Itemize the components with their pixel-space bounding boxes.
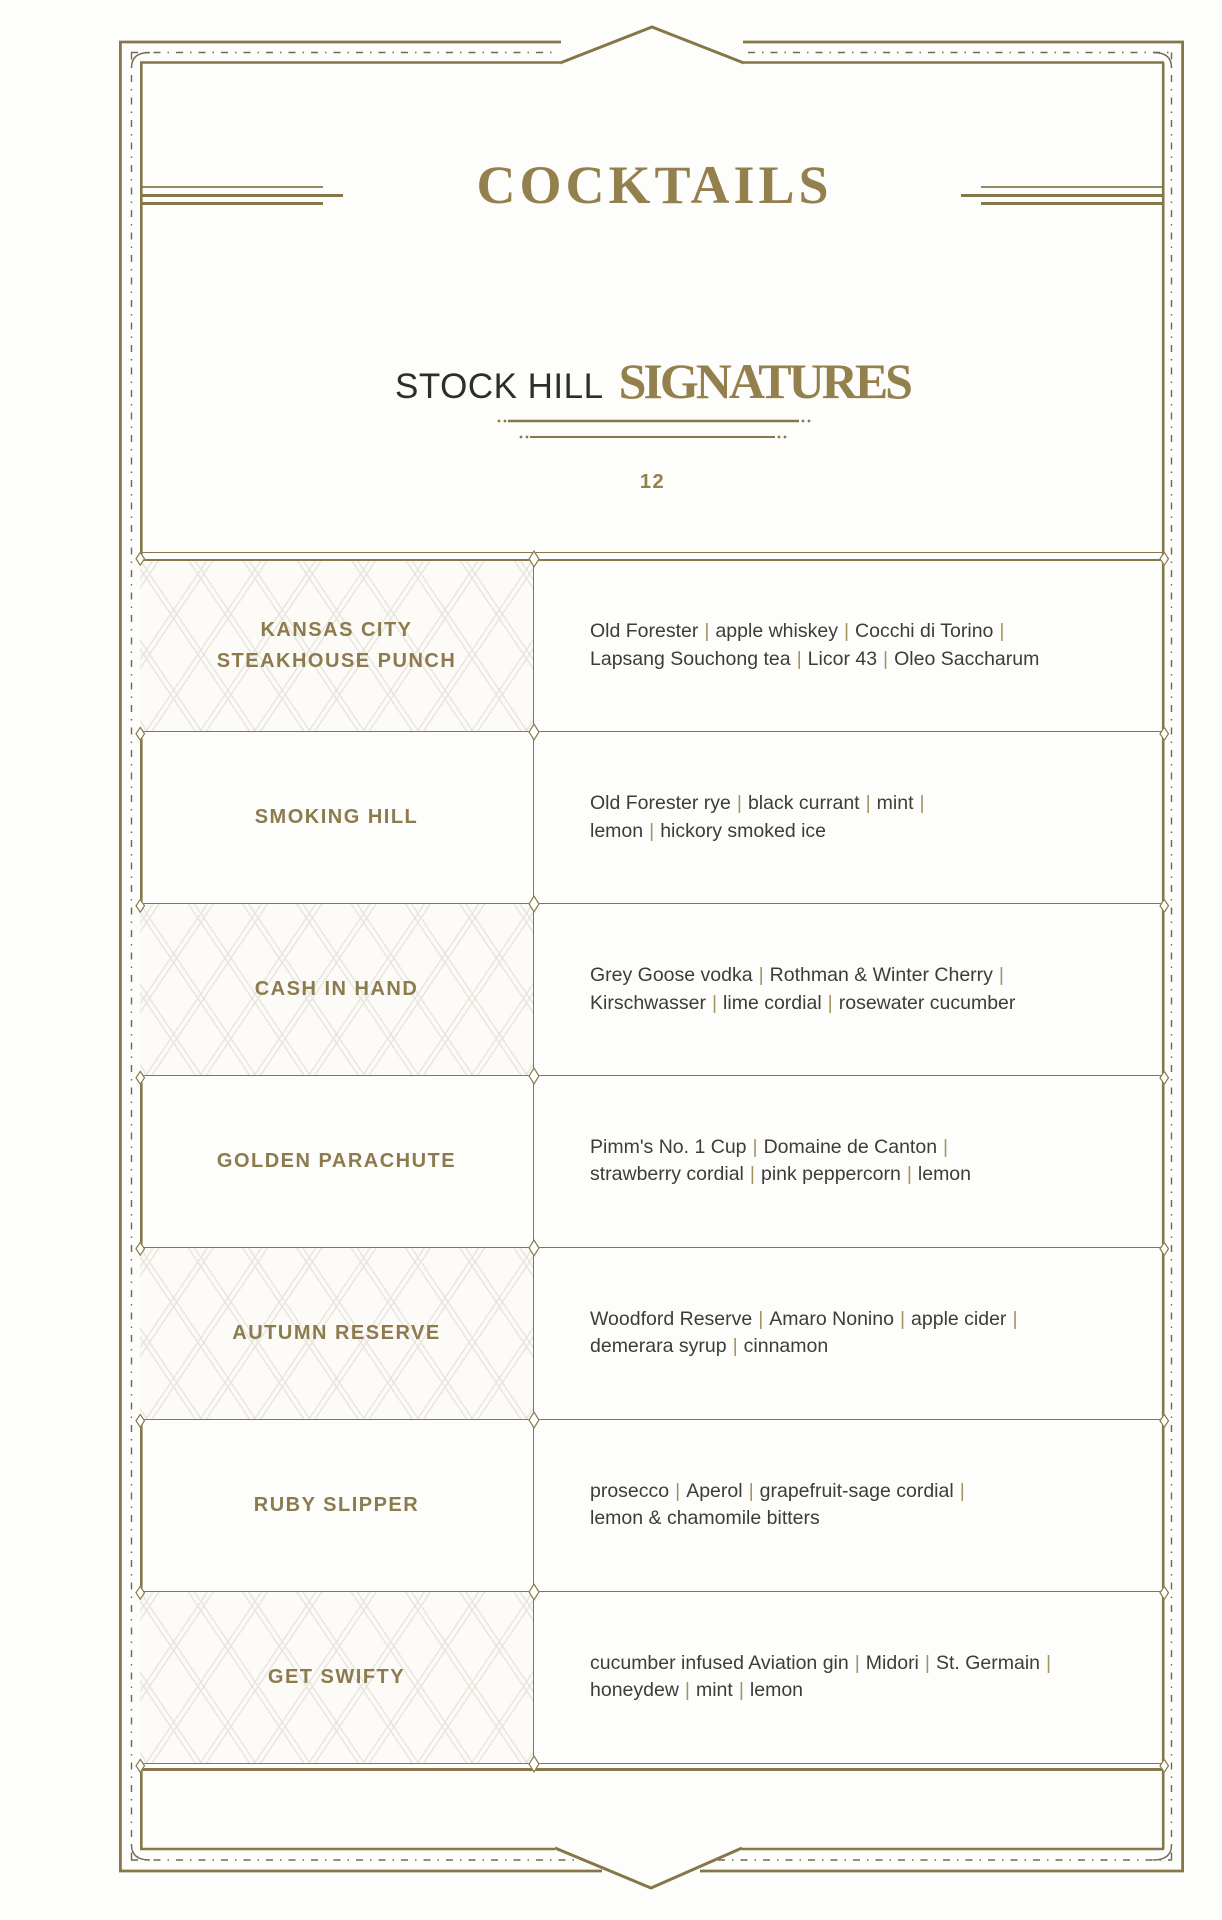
table-bottom-rule [140, 1763, 1165, 1771]
ingredient-separator: | [1046, 1651, 1052, 1674]
ingredient-separator: | [732, 1335, 738, 1358]
ingredient-separator: | [919, 792, 925, 815]
menu-row [140, 1592, 1165, 1764]
ingredient-separator: | [906, 1163, 912, 1186]
ingredient-separator: | [943, 1135, 949, 1158]
section-title-prefix: STOCK HILL [395, 367, 604, 406]
ingredient-separator: | [959, 1479, 965, 1502]
ingredients-line: Pimm's No. 1 Cup | Domaine de Canton | [590, 1135, 949, 1158]
cocktail-name-line: GET SWIFTY [267, 1665, 406, 1688]
cocktail-ingredients [534, 732, 1165, 903]
cocktail-rows [140, 561, 1165, 1764]
ingredients-line: demerara syrup | cinnamon [590, 1335, 829, 1358]
ingredient-separator: | [899, 1307, 906, 1330]
ingredient-separator: | [924, 1651, 930, 1674]
cocktail-name [140, 1592, 534, 1764]
ingredient-separator: | [649, 819, 655, 842]
cocktail-ingredients [534, 904, 1165, 1075]
menu-row [140, 561, 1165, 733]
ingredients-line: Old Forester | apple whiskey | Cocchi di Torino | [590, 620, 1005, 643]
cocktail-name [140, 904, 534, 1075]
ingredient-separator: | [749, 1163, 755, 1186]
cocktail-name [140, 1248, 534, 1419]
cocktail-name-line: KANSAS CITY [260, 618, 413, 641]
ingredient-separator: | [752, 1135, 758, 1158]
ingredients-line: Kirschwasser | lime cordial | rosewater cucumber [590, 991, 1016, 1014]
section-underline-dots [498, 420, 811, 439]
cocktail-name-line: STEAKHOUSE PUNCH [216, 649, 457, 672]
ingredient-separator: | [843, 620, 850, 643]
menu-row [140, 732, 1165, 904]
cocktail-name [140, 1076, 534, 1247]
cocktail-name-line: GOLDEN PARACHUTE [216, 1149, 457, 1172]
cocktail-name-line: RUBY SLIPPER [253, 1493, 420, 1516]
ingredient-separator: | [736, 792, 742, 815]
ingredients-line: lemon & chamomile bitters [590, 1507, 820, 1530]
ingredients-line: honeydew | mint | lemon [590, 1679, 804, 1702]
ingredients-line: Lapsang Souchong tea | Licor 43 | Oleo Saccharum [590, 647, 1040, 670]
menu-row [140, 1076, 1165, 1248]
ingredient-separator: | [711, 991, 718, 1014]
ingredient-separator: | [738, 1679, 744, 1702]
cocktail-ingredients [534, 1420, 1165, 1591]
ingredients-line: cucumber infused Aviation gin | Midori | St. Germain | [590, 1651, 1052, 1674]
menu-title: COCKTAILS [476, 155, 833, 215]
ingredient-separator: | [675, 1479, 681, 1502]
section-title-name: SIGNATURES [618, 353, 910, 409]
ingredient-separator: | [1012, 1307, 1018, 1330]
top-chevron [560, 27, 744, 63]
ingredients-line: Old Forester rye | black currant | mint | [590, 792, 925, 815]
cocktail-table [140, 552, 1165, 1771]
ingredients-line: Grey Goose vodka | Rothman & Winter Cherry | [590, 964, 1004, 987]
cocktail-ingredients [534, 1248, 1165, 1419]
ingredient-separator: | [748, 1479, 754, 1502]
ingredient-separator: | [883, 647, 889, 670]
menu-row [140, 904, 1165, 1076]
cocktail-name-line: AUTUMN RESERVE [232, 1321, 441, 1344]
menu-row [140, 1420, 1165, 1592]
ingredients-line: lemon | hickory smoked ice [590, 819, 827, 842]
cocktail-name-line: CASH IN HAND [254, 978, 419, 1001]
section-title [140, 352, 1165, 410]
cocktail-name [140, 1420, 534, 1591]
table-top-rule [140, 552, 1165, 561]
ingredient-separator: | [758, 964, 764, 987]
cocktail-ingredients [534, 561, 1165, 732]
ingredient-separator: | [684, 1679, 690, 1702]
ingredients-line: Woodford Reserve | Amaro Nonino | apple cider | [590, 1307, 1018, 1330]
cocktail-name [140, 732, 534, 903]
cocktail-ingredients [534, 1076, 1165, 1247]
ingredient-separator: | [758, 1307, 764, 1330]
cocktail-ingredients [534, 1592, 1165, 1764]
cocktail-name-line: SMOKING HILL [254, 806, 419, 829]
ingredients-line: strawberry cordial | pink peppercorn | lemon [590, 1163, 972, 1186]
section-price: 12 [639, 471, 666, 493]
ingredient-separator: | [999, 620, 1005, 643]
ingredient-separator: | [796, 647, 802, 670]
bottom-chevron [555, 1848, 742, 1888]
cocktail-name [140, 561, 534, 732]
ingredient-separator: | [854, 1651, 860, 1674]
ingredient-separator: | [827, 991, 833, 1014]
menu-row [140, 1248, 1165, 1420]
section-underline-rules [508, 421, 799, 437]
ingredient-separator: | [998, 964, 1004, 987]
ingredient-separator: | [704, 620, 710, 643]
ingredient-separator: | [865, 792, 871, 815]
ingredients-line: prosecco | Aperol | grapefruit-sage cordial | [590, 1479, 965, 1502]
